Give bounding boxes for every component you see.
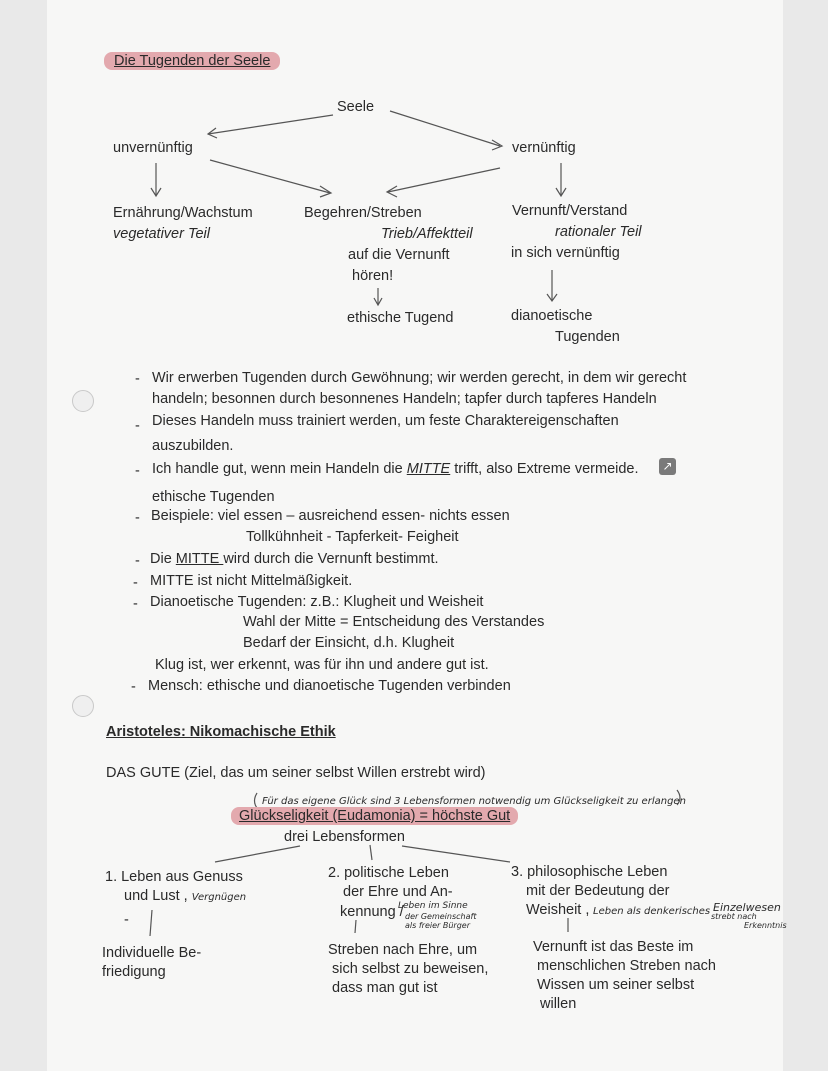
lebensform-3-desc2: menschlichen Streben nach xyxy=(537,958,716,974)
bullet-3-line1: Ich handle gut, wenn mein Handeln die MITTE trifft, also Extreme vermeide. xyxy=(152,461,639,477)
col3-sub: rationaler Teil xyxy=(555,224,642,240)
col2-line1: auf die Vernunft xyxy=(348,247,450,263)
klug-line: Klug ist, wer erkennt, was für ihn und andere gut ist. xyxy=(155,657,489,673)
lebensform-1-line2: und Lust , Vergnügen xyxy=(124,888,247,904)
bullet-4-line1: Beispiele: viel essen – ausreichend essen- nichts essen xyxy=(151,508,510,524)
lebensform-1-desc2: friedigung xyxy=(102,964,166,980)
bullet-7-line2: Wahl der Mitte = Entscheidung des Verstandes xyxy=(243,614,545,630)
bullet-6: MITTE ist nicht Mittelmäßigkeit. xyxy=(150,573,353,589)
lebensform-2-hw1: Leben im Sinne xyxy=(398,901,468,911)
bullet-dash: - xyxy=(133,596,138,612)
bullet-2-line1: Dieses Handeln muss trainiert werden, um feste Charaktereigenschaften xyxy=(152,413,619,429)
lebensform-3-hw3: strebt nach xyxy=(711,912,757,921)
section2-title: Aristoteles: Nikomachische Ethik xyxy=(106,724,336,740)
col3-title: Vernunft/Verstand xyxy=(512,203,628,219)
lebensform-2-hw2: der Gemeinschaft xyxy=(405,912,477,921)
lebensform-3-desc4: willen xyxy=(540,996,577,1012)
lebensform-2-line1: 2. politische Leben xyxy=(328,865,449,881)
handwritten-note: Für das eigene Glück sind 3 Lebensformen notwendig um Glückseligkeit zu erlangen xyxy=(262,796,686,807)
punch-hole xyxy=(72,695,94,717)
node-unvernuenftig: unvernünftig xyxy=(113,140,193,156)
col3-result1: dianoetische xyxy=(511,308,593,324)
col3-result2: Tugenden xyxy=(555,329,620,345)
col2-result: ethische Tugend xyxy=(347,310,454,326)
das-gute: DAS GUTE (Ziel, das um seiner selbst Willen erstrebt wird) xyxy=(106,765,486,781)
lebensform-1-line1: 1. Leben aus Genuss xyxy=(105,869,243,885)
bullet-dash: - xyxy=(135,371,140,387)
lebensform-2-line2: der Ehre und An- xyxy=(343,884,453,900)
node-vernuenftig: vernünftig xyxy=(512,140,576,156)
drei-lebensformen: drei Lebensformen xyxy=(284,829,405,845)
lebensform-3-line2: mit der Bedeutung der xyxy=(526,883,670,899)
lebensform-1-desc1: Individuelle Be- xyxy=(102,945,202,961)
col1-sub: vegetativer Teil xyxy=(113,226,210,242)
lebensform-2-desc2: sich selbst zu beweisen, xyxy=(332,961,489,977)
col2-title: Begehren/Streben xyxy=(304,205,422,221)
lebensform-3-hw1: Leben als denkerisches xyxy=(593,906,711,917)
bullet-dash: - xyxy=(135,510,140,526)
lebensform-2-desc3: dass man gut ist xyxy=(332,980,438,996)
lebensform-3-line3: Weisheit , xyxy=(526,902,590,918)
col2-line2: hören! xyxy=(352,268,394,284)
section-title: Die Tugenden der Seele xyxy=(104,52,280,70)
col2-sub: Trieb/Affektteil xyxy=(381,226,473,242)
lebensform-2-line3: kennung / xyxy=(340,904,404,920)
punch-hole xyxy=(72,390,94,412)
lebensform-2-desc1: Streben nach Ehre, um xyxy=(328,942,478,958)
lebensform-3-desc3: Wissen um seiner selbst xyxy=(537,977,695,993)
col1-title: Ernährung/Wachstum xyxy=(113,205,253,221)
bullet-7-line3: Bedarf der Einsicht, d.h. Klugheit xyxy=(243,635,455,651)
lebensform-3-hw2: Einzelwesen xyxy=(713,901,781,914)
col3-line1: in sich vernünftig xyxy=(511,245,620,261)
lebensform-3-line1: 3. philosophische Leben xyxy=(511,864,668,880)
node-seele: Seele xyxy=(337,99,375,115)
bullet-4-line2: Tollkühnheit - Tapferkeit- Feigheit xyxy=(246,529,459,545)
bullet-dash: - xyxy=(135,418,140,434)
lebensform-2-hw3: als freier Bürger xyxy=(405,921,470,930)
lebensform-3-hw4: Erkenntnis xyxy=(744,921,787,930)
lebensform-3-desc1: Vernunft ist das Beste im xyxy=(533,939,694,955)
bullet-1-line2: handeln; besonnen durch besonnenes Handeln; tapfer durch tapferes Handeln xyxy=(152,391,657,407)
bullet-dash: - xyxy=(131,679,136,695)
bullet-7-line1: Dianoetische Tugenden: z.B.: Klugheit und Weisheit xyxy=(150,594,484,610)
bullet-dash: - xyxy=(133,575,138,591)
bullet-8: Mensch: ethische und dianoetische Tugenden verbinden xyxy=(148,678,511,694)
glueckseligkeit: Glückseligkeit (Eudamonia) = höchste Gut xyxy=(231,807,518,825)
bullet-1-line1: Wir erwerben Tugenden durch Gewöhnung; wir werden gerecht, in dem wir gerecht xyxy=(152,370,687,386)
bullet-5: Die MITTE wird durch die Vernunft bestimmt. xyxy=(150,551,439,567)
external-link-icon[interactable]: ↗ xyxy=(659,458,676,475)
bullet-dash: - xyxy=(135,553,140,569)
bullet-2-line2: auszubilden. xyxy=(152,438,234,454)
bullet-dash: - xyxy=(124,912,129,928)
bullet-dash: - xyxy=(135,463,140,479)
bullet-3-line2: ethische Tugenden xyxy=(152,489,275,505)
